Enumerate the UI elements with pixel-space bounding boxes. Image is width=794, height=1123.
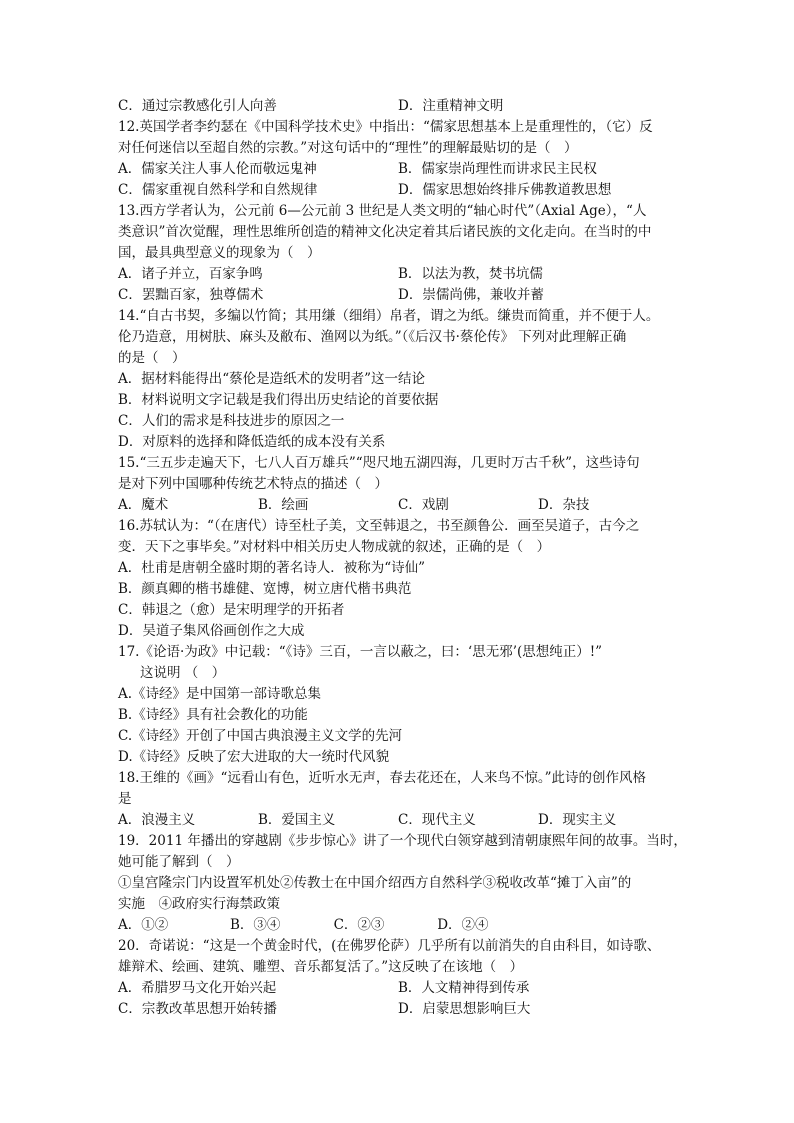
q19-stem-line-2: 她可能了解到（ ）: [118, 854, 240, 870]
q19-stem-line-1: 19．2011 年播出的穿越剧《步步惊心》讲了一个现代白领穿越到清朝康熙年间的故事。当时，: [118, 833, 687, 849]
q17-option-b: B.《诗经》具有社会教化的功能: [118, 707, 308, 723]
q20-option-d: D．启蒙思想影响巨大: [398, 1001, 531, 1017]
q16-option-a: A．杜甫是唐朝全盛时期的著名诗人．被称为“诗仙”: [118, 560, 426, 576]
q18-option-c: C．现代主义: [398, 812, 476, 828]
question-12: [118, 117, 678, 201]
q15-options: [118, 495, 678, 516]
q14-option-a: A．据材料能得出“蔡伦是造纸术的发明者”这一结论: [118, 371, 426, 387]
q15-option-b: B．绘画: [258, 497, 309, 513]
q17-stem-line-1: 17.《论语·为政》中记载：“《诗》三百，一言以蔽之，曰：‘思无邪’(思想纯正）!”: [118, 644, 603, 660]
question-list: [118, 96, 687, 1020]
q20-option-a: A．希腊罗马文化开始兴起: [118, 980, 277, 996]
question-20: [118, 936, 678, 1020]
question-13: [118, 201, 678, 306]
q12-option-d: D．儒家思想始终排斥佛教道教思想: [398, 182, 612, 198]
q11-options-cd: [118, 96, 678, 117]
q12-stem-line-2: 对任何迷信以至超自然的宗教。”对这句话中的“理性”的理解最贴切的是（ ）: [118, 140, 578, 156]
q14-option-d: D．对原料的选择和降低造纸的成本没有关系: [118, 434, 386, 450]
q13-stem-line-3: 国，最具典型意义的现象为（ ）: [118, 245, 321, 261]
question-17: [118, 642, 678, 768]
q13-stem-line-2: 类意识”首次觉醒，理性思维所创造的精神文化决定着其后诸民族的文化走向。在当时的中: [118, 224, 652, 240]
q18-stem-line-1: 18.王维的《画》“远看山有色，近听水无声，春去花还在，人来鸟不惊。”此诗的创作风格: [118, 770, 647, 786]
q13-option-b: B．以法为教，焚书坑儒: [398, 266, 543, 282]
q13-option-c: C．罢黜百家，独尊儒术: [118, 287, 264, 303]
q18-options: [118, 810, 678, 831]
q17-option-d: D.《诗经》反映了宏大进取的大一统时代风貌: [118, 749, 390, 765]
q20-stem-line-1: 20．奇诺说：“这是一个黄金时代，(在佛罗伦萨）几乎所有以前消失的自由科目，如诗歌、: [118, 938, 661, 954]
q15-option-d: D．杂技: [538, 497, 590, 513]
q15-option-c: C．戏剧: [398, 497, 449, 513]
q12-option-b: B．儒家崇尚理性而讲求民主民权: [398, 161, 597, 177]
q13-stem-line-1: 13.西方学者认为，公元前 6—公元前 3 世纪是人类文明的“轴心时代”（Axial Age），“人: [118, 203, 647, 219]
q16-option-d: D．吴道子集风俗画创作之大成: [118, 623, 305, 639]
question-18: [118, 768, 678, 831]
q20-option-c: C．宗教改革思想开始转播: [118, 1001, 277, 1017]
q12-stem-line-1: 12.英国学者李约瑟在《中国科学技术史》中指出：“儒家思想基本上是重理性的，（它）反: [118, 119, 653, 135]
q11-option-c: C．通过宗教感化引人向善: [118, 98, 277, 114]
q12-option-a: A．儒家关注人事人伦而敬远鬼神: [118, 161, 317, 177]
q17-option-a: A.《诗经》是中国第一部诗歌总集: [118, 686, 322, 702]
q20-stem-line-2: 雄辩术、绘画、建筑、雕塑、音乐都复活了。”这反映了在该地（ ）: [118, 959, 524, 975]
q12-options-cd: [118, 180, 678, 201]
q19-option-c: C．②③: [333, 917, 385, 933]
q17-option-c: C.《诗经》开创了中国古典浪漫主义文学的先河: [118, 728, 403, 744]
q20-options-cd: [118, 999, 678, 1020]
q17-stem-line-2: 这说明 （ ）: [140, 665, 226, 681]
q19-options: [118, 915, 678, 936]
q16-option-b: B．颜真卿的楷书雄健、宽博，树立唐代楷书典范: [118, 581, 412, 597]
q15-stem-line-1: 15.“三五步走遍天下，七八人百万雄兵”“咫尺地五湖四海，几更时万古千秋”，这些诗句: [118, 455, 640, 471]
q14-stem-line-1: 14.“自古书契，多编以竹简；其用缣（细绢）帛者，谓之为纸。缣贵而简重，并不便于人。: [118, 308, 660, 324]
q11-option-d: D．注重精神文明: [398, 98, 504, 114]
q14-option-b: B．材料说明文字记载是我们得出历史结论的首要依据: [118, 392, 439, 408]
question-15: [118, 453, 678, 516]
q13-options-cd: [118, 285, 678, 306]
question-19: [118, 831, 687, 936]
q12-options-ab: [118, 159, 678, 180]
q16-stem-line-1: 16.苏轼认为：“（在唐代）诗至杜子美，文至韩退之，书至颜鲁公．画至吴道子，古今之: [118, 518, 640, 534]
q18-option-b: B．爱国主义: [258, 812, 336, 828]
q13-option-d: D．崇儒尚佛，兼收并蓄: [398, 287, 544, 303]
q20-options-ab: [118, 978, 678, 999]
q19-stem-line-4: 实施 ④政府实行海禁政策: [118, 896, 280, 912]
q14-stem-line-3: 的是（ ）: [118, 350, 186, 366]
q15-option-a: A．魔术: [118, 497, 169, 513]
q19-option-a: A．①②: [118, 917, 169, 933]
q18-option-d: D．现实主义: [538, 812, 617, 828]
q19-option-b: B．③④: [230, 917, 281, 933]
q19-option-d: D．②④: [437, 917, 489, 933]
q15-stem-line-2: 是对下列中国哪种传统艺术特点的描述（ ）: [118, 476, 388, 492]
q13-options-ab: [118, 264, 678, 285]
q14-option-c: C．人们的需求是科技进步的原因之一: [118, 413, 345, 429]
question-14: [118, 306, 678, 453]
question-16: [118, 516, 678, 642]
q14-stem-line-2: 伦乃造意，用树肤、麻头及敝布、渔网以为纸。”（《后汉书·蔡伦传》 下列对此理解正确: [118, 329, 627, 345]
q16-stem-line-2: 变．天下之事毕矣。”对材料中相关历史人物成就的叙述，正确的是（ ）: [118, 539, 551, 555]
q18-option-a: A．浪漫主义: [118, 812, 196, 828]
q16-option-c: C．韩退之（愈）是宋明理学的开拓者: [118, 602, 345, 618]
q18-stem-line-2: 是: [118, 791, 132, 807]
q12-option-c: C．儒家重视自然科学和自然规律: [118, 182, 318, 198]
q20-option-b: B．人文精神得到传承: [398, 980, 530, 996]
q13-option-a: A．诸子并立，百家争鸣: [118, 266, 263, 282]
q19-stem-line-3: ①皇宫隆宗门内设置军机处②传教士在中国介绍西方自然科学③税收改革“摊丁入亩”的: [118, 875, 632, 891]
